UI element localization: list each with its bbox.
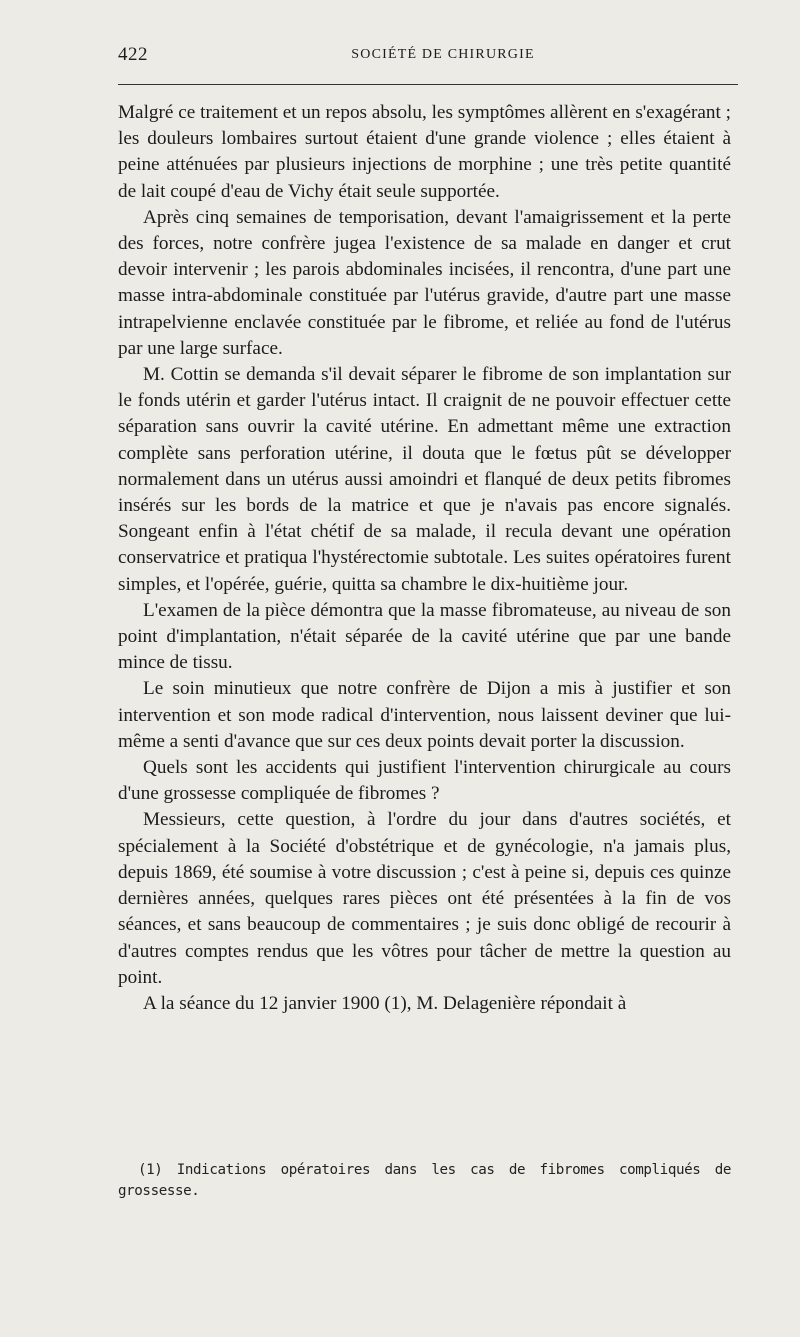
paragraph: Quels sont les accidents qui justifient l'intervention chirurgicale au cours d'une grossesse compliquée de fibromes ?: [118, 757, 731, 805]
paragraph: Après cinq semaines de temporisation, devant l'amaigrissement et la perte des forces, notre confrère jugea l'existence de sa malade en danger et crut devoir intervenir ; les parois abdominales incisées, il rencontra, d'une part une masse intra-abdominale constituée par l'utérus gravide, d'autre part une masse intrapelvienne enclavée constituée par le fibrome, et reliée au fond de l'utérus par une large surface.: [118, 206, 731, 359]
header-rule: [118, 84, 738, 85]
paragraph: A la séance du 12 janvier 1900 (1), M. Delagenière répondait à: [143, 992, 627, 1014]
running-title: SOCIÉTÉ DE CHIRURGIE: [351, 47, 535, 62]
paragraph: M. Cottin se demanda s'il devait séparer le fibrome de son implantation sur le fonds utérin et garder l'utérus intact. Il craignit de ne pouvoir effectuer cette séparation sans ouvrir la cavité utérine. En admettant même une extraction complète sans perforation utérine, il douta que le fœtus pût se développer normalement dans un utérus aussi amoindri et flanqué de deux petits fibromes insérés sur les bords de la matrice et que je n'avais pas encore signalés. Songeant enfin à l'état chétif de sa malade, il recula devant une opération conservatrice et pratiqua l'hystérectomie subtotale. Les suites opératoires furent simples, et l'opérée, guérie, quitta sa chambre le dix-huitième jour.: [118, 364, 731, 595]
body-text: [118, 100, 731, 1017]
footnote-text: (1) Indications opératoires dans les cas de fibromes compliqués de grossesse.: [118, 1162, 731, 1199]
paragraph: L'examen de la pièce démontra que la masse fibromateuse, au niveau de son point d'implantation, n'était séparée de la cavité utérine que par une bande mince de tissu.: [118, 599, 731, 674]
paragraph: Messieurs, cette question, à l'ordre du jour dans d'autres sociétés, et spécialement à la Société d'obstétrique et de gynécologie, n'a jamais plus, depuis 1869, été soumise à votre discussion ; c'est à peine si, depuis ces quinze dernières années, quelques rares pièces ont été présentées à la fin de vos séances, et sans beaucoup de commentaires ; je suis donc obligé de recourir à d'autres comptes rendus que les vôtres pour tâcher de mettre la question au point.: [118, 809, 731, 988]
paragraph: Le soin minutieux que notre confrère de Dijon a mis à justifier et son intervention et son mode radical d'intervention, nous laissent deviner que lui-même a senti d'avance que sur ces deux points devait porter la discussion.: [118, 678, 731, 752]
paragraph: Malgré ce traitement et un repos absolu, les symptômes allèrent en s'exagérant ; les douleurs lombaires surtout étaient d'une grande violence ; elles étaient à peine atténuées par plusieurs injections de morphine ; une très petite quantité de lait coupé d'eau de Vichy était seule supportée.: [118, 102, 731, 202]
footnote: [118, 1160, 731, 1202]
page-header: [118, 44, 738, 68]
page-number: 422: [118, 44, 148, 65]
